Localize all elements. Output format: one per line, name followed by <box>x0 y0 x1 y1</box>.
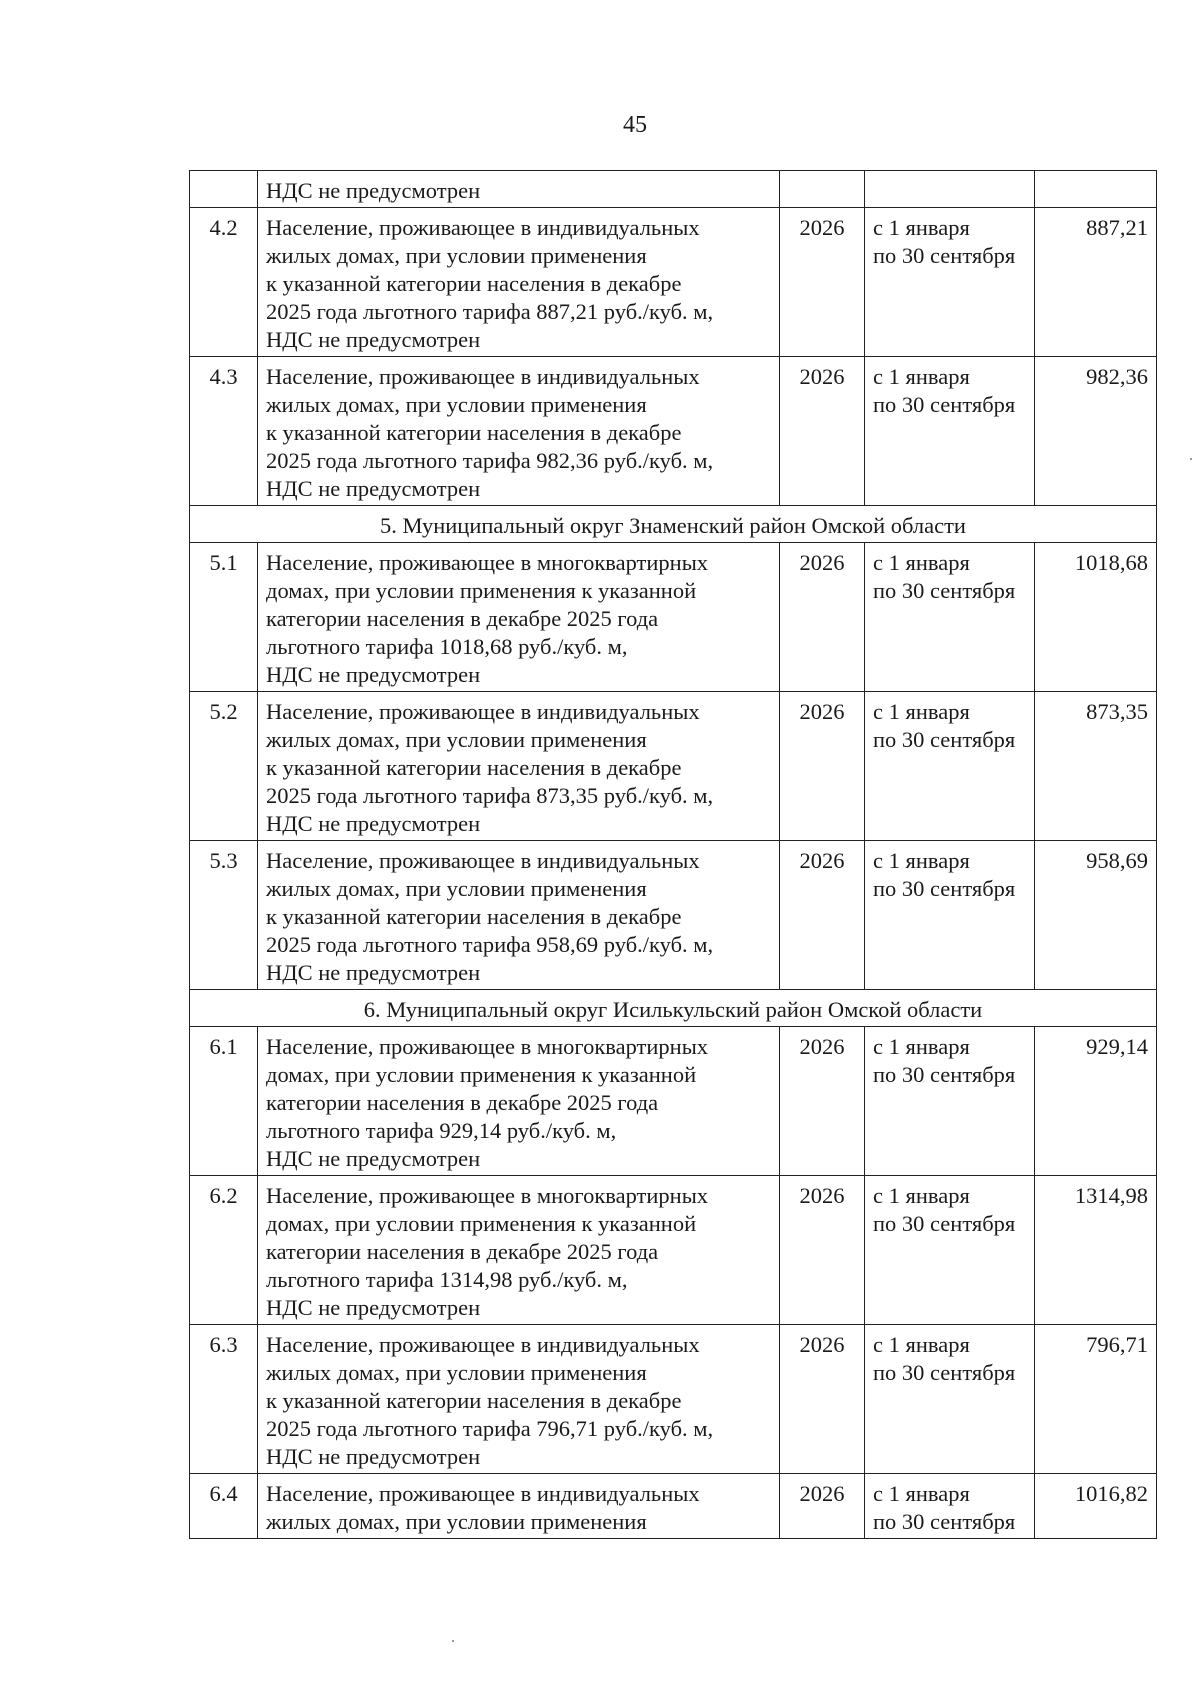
description-line: Население, проживающее в многоквартирных <box>266 1183 709 1208</box>
table-row <box>190 1027 1157 1176</box>
year-cell: 2026 <box>780 1176 865 1325</box>
consumer-description <box>258 357 780 506</box>
consumer-description <box>258 543 780 692</box>
tariff-value: 982,36 <box>1035 357 1157 506</box>
year-cell: 2026 <box>780 1474 865 1539</box>
description-line: категории населения в декабре 2025 года <box>266 1239 659 1264</box>
description-line: 2025 года льготного тарифа 982,36 руб./куб. м, <box>266 448 714 473</box>
consumer-description <box>258 1176 780 1325</box>
period-cell <box>865 1474 1035 1539</box>
period-cell <box>865 692 1035 841</box>
tariff-value: 1314,98 <box>1035 1176 1157 1325</box>
description-line: к указанной категории населения в декабре <box>266 271 682 296</box>
period-cell <box>865 1027 1035 1176</box>
tariff-value: 873,35 <box>1035 692 1157 841</box>
period-line: с 1 января <box>873 364 970 389</box>
tariff-table <box>189 170 1157 1539</box>
row-number: 5.3 <box>190 841 258 990</box>
description-line: жилых домах, при условии применения <box>266 392 647 417</box>
year-cell: 2026 <box>780 1325 865 1474</box>
table-row <box>190 1325 1157 1474</box>
row-number: 4.2 <box>190 208 258 357</box>
row-number: 6.2 <box>190 1176 258 1325</box>
tariff-value: 929,14 <box>1035 1027 1157 1176</box>
table-row <box>190 543 1157 692</box>
table-row <box>190 692 1157 841</box>
description-line: Население, проживающее в индивидуальных <box>266 1481 700 1506</box>
row-number: 4.3 <box>190 357 258 506</box>
description-line: НДС не предусмотрен <box>266 1444 481 1469</box>
description-line: домах, при условии применения к указанной <box>266 1062 697 1087</box>
description-line: 2025 года льготного тарифа 796,71 руб./куб. м, <box>266 1416 714 1441</box>
description-line: 2025 года льготного тарифа 887,21 руб./куб. м, <box>266 299 714 324</box>
description-line: категории населения в декабре 2025 года <box>266 606 659 631</box>
period-cell <box>865 841 1035 990</box>
scan-speck <box>1190 458 1192 460</box>
period-line: с 1 января <box>873 699 970 724</box>
period-line: по 30 сентября <box>873 1360 1016 1385</box>
period-line: по 30 сентября <box>873 243 1016 268</box>
period-line: по 30 сентября <box>873 578 1016 603</box>
table-row <box>190 357 1157 506</box>
row-number: 5.1 <box>190 543 258 692</box>
description-line: Население, проживающее в индивидуальных <box>266 848 700 873</box>
description-line: льготного тарифа 1018,68 руб./куб. м, <box>266 634 628 659</box>
description-line: Население, проживающее в многоквартирных <box>266 1034 709 1059</box>
tariff-value: 958,69 <box>1035 841 1157 990</box>
description-line: Население, проживающее в индивидуальных <box>266 364 700 389</box>
tariff-table-body <box>190 171 1157 1539</box>
description-line: жилых домах, при условии применения <box>266 1360 647 1385</box>
period-cell <box>865 1325 1035 1474</box>
period-line: по 30 сентября <box>873 392 1016 417</box>
period-cell <box>865 208 1035 357</box>
tariff-value: 887,21 <box>1035 208 1157 357</box>
year-cell <box>780 171 865 208</box>
description-line: НДС не предусмотрен <box>266 327 481 352</box>
period-line: по 30 сентября <box>873 876 1016 901</box>
table-row <box>190 171 1157 208</box>
row-number: 6.4 <box>190 1474 258 1539</box>
description-line: 2025 года льготного тарифа 873,35 руб./куб. м, <box>266 783 714 808</box>
period-cell <box>865 171 1035 208</box>
description-line: 2025 года льготного тарифа 958,69 руб./куб. м, <box>266 932 714 957</box>
description-line: домах, при условии применения к указанной <box>266 1211 697 1236</box>
table-row <box>190 1176 1157 1325</box>
period-cell <box>865 1176 1035 1325</box>
description-line: НДС не предусмотрен <box>266 811 481 836</box>
consumer-description <box>258 841 780 990</box>
description-line: жилых домах, при условии применения <box>266 243 647 268</box>
period-cell <box>865 357 1035 506</box>
year-cell: 2026 <box>780 208 865 357</box>
period-line: по 30 сентября <box>873 1211 1016 1236</box>
tariff-value: 1016,82 <box>1035 1474 1157 1539</box>
description-line: НДС не предусмотрен <box>266 178 481 203</box>
year-cell: 2026 <box>780 841 865 990</box>
table-row <box>190 1474 1157 1539</box>
description-line: НДС не предусмотрен <box>266 960 481 985</box>
consumer-description <box>258 208 780 357</box>
period-line: с 1 января <box>873 1034 970 1059</box>
year-cell: 2026 <box>780 357 865 506</box>
scan-speck <box>452 1640 454 1642</box>
description-line: Население, проживающее в индивидуальных <box>266 1332 700 1357</box>
row-number: 5.2 <box>190 692 258 841</box>
description-line: НДС не предусмотрен <box>266 476 481 501</box>
description-line: жилых домах, при условии применения <box>266 727 647 752</box>
description-line: жилых домах, при условии применения <box>266 1509 647 1534</box>
description-line: Население, проживающее в многоквартирных <box>266 550 709 575</box>
tariff-value <box>1035 171 1157 208</box>
period-line: с 1 января <box>873 1481 970 1506</box>
description-line: категории населения в декабре 2025 года <box>266 1090 659 1115</box>
consumer-description <box>258 1325 780 1474</box>
period-line: с 1 января <box>873 215 970 240</box>
description-line: к указанной категории населения в декабре <box>266 904 682 929</box>
section-header-row <box>190 990 1157 1027</box>
table-row <box>190 841 1157 990</box>
description-line: Население, проживающее в индивидуальных <box>266 215 700 240</box>
description-line: НДС не предусмотрен <box>266 1295 481 1320</box>
consumer-description <box>258 692 780 841</box>
period-line: по 30 сентября <box>873 1062 1016 1087</box>
year-cell: 2026 <box>780 543 865 692</box>
consumer-description <box>258 1027 780 1176</box>
description-line: к указанной категории населения в декабре <box>266 1388 682 1413</box>
period-line: с 1 января <box>873 1183 970 1208</box>
period-line: с 1 января <box>873 1332 970 1357</box>
description-line: Население, проживающее в индивидуальных <box>266 699 700 724</box>
consumer-description <box>258 1474 780 1539</box>
period-line: с 1 января <box>873 550 970 575</box>
description-line: льготного тарифа 1314,98 руб./куб. м, <box>266 1267 628 1292</box>
tariff-value: 1018,68 <box>1035 543 1157 692</box>
description-line: жилых домах, при условии применения <box>266 876 647 901</box>
description-line: НДС не предусмотрен <box>266 662 481 687</box>
description-line: домах, при условии применения к указанной <box>266 578 697 603</box>
description-line: к указанной категории населения в декабре <box>266 755 682 780</box>
period-line: с 1 января <box>873 848 970 873</box>
description-line: к указанной категории населения в декабре <box>266 420 682 445</box>
period-line: по 30 сентября <box>873 1509 1016 1534</box>
period-cell <box>865 543 1035 692</box>
year-cell: 2026 <box>780 1027 865 1176</box>
period-line: по 30 сентября <box>873 727 1016 752</box>
description-line: НДС не предусмотрен <box>266 1146 481 1171</box>
consumer-description <box>258 171 780 208</box>
row-number: 6.3 <box>190 1325 258 1474</box>
section-title: 6. Муниципальный округ Исилькульский район Омской области <box>190 990 1157 1027</box>
row-number: 6.1 <box>190 1027 258 1176</box>
tariff-value: 796,71 <box>1035 1325 1157 1474</box>
section-title: 5. Муниципальный округ Знаменский район Омской области <box>190 506 1157 543</box>
year-cell: 2026 <box>780 692 865 841</box>
page-number: 45 <box>623 112 647 138</box>
row-number <box>190 171 258 208</box>
table-row <box>190 208 1157 357</box>
section-header-row <box>190 506 1157 543</box>
description-line: льготного тарифа 929,14 руб./куб. м, <box>266 1118 617 1143</box>
